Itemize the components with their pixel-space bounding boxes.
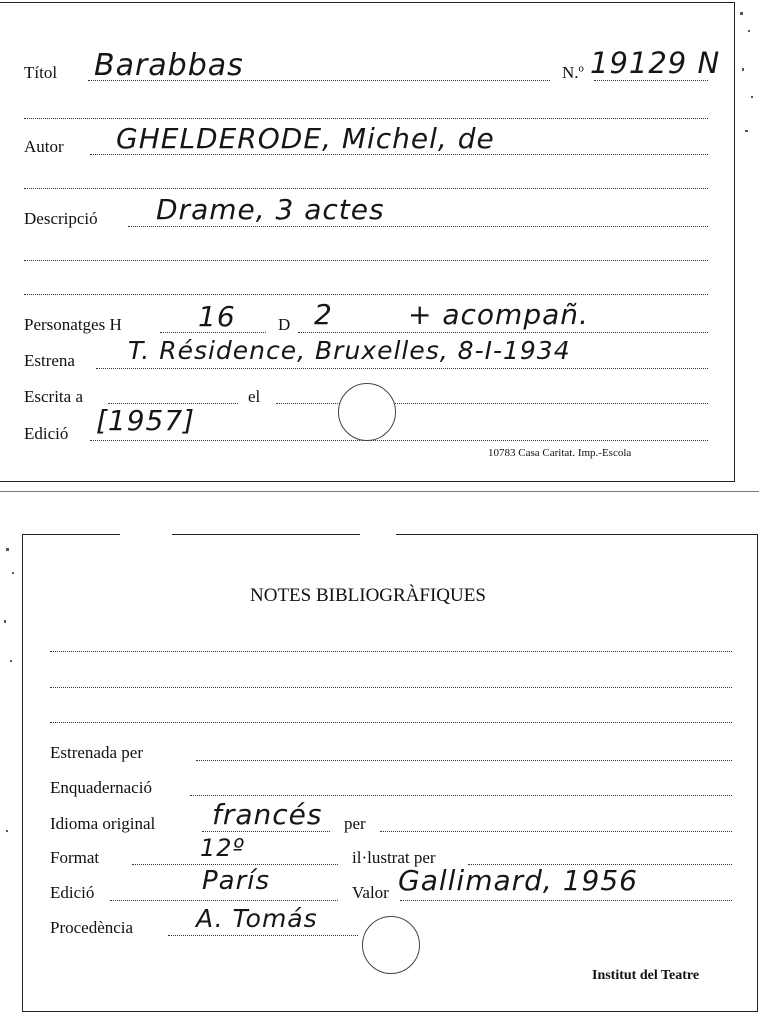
- procedencia-label: Procedència: [50, 918, 134, 937]
- personatges-label: Personatges H: [24, 315, 122, 334]
- scan-speck: [745, 130, 748, 132]
- estrenada-label: Estrenada per: [50, 743, 143, 762]
- personatges-d-label: D: [278, 315, 291, 334]
- numero-value: 19129 N: [590, 46, 721, 80]
- format-value: 12º: [200, 834, 245, 862]
- illustrat-label: il·lustrat per: [352, 848, 436, 867]
- personatges-d-value: 2: [314, 298, 333, 331]
- escrita-label: Escrita a: [24, 387, 83, 406]
- valor-value: Gallimard, 1956: [398, 864, 638, 897]
- titol-label: Títol: [24, 63, 58, 82]
- scan-speck: [742, 68, 744, 71]
- scan-speck: [6, 548, 9, 551]
- card-border-gap: [120, 532, 172, 536]
- scan-speck: [740, 12, 743, 15]
- valor-line: [400, 900, 732, 901]
- personatges-d-line: [298, 332, 708, 333]
- autor-value: GHELDERODE, Michel, de: [116, 122, 495, 155]
- scan-speck: [4, 620, 6, 623]
- card-border-gap: [360, 532, 396, 536]
- cut-line: [0, 491, 759, 492]
- idioma-line: [202, 831, 330, 832]
- edicio2-value: París: [202, 866, 271, 896]
- titol-value: Barabbas: [94, 48, 244, 83]
- format-label: Format: [50, 848, 100, 867]
- el-label: el: [248, 387, 261, 406]
- edicio-label: Edició: [24, 424, 69, 443]
- descripcio-line: [128, 226, 708, 227]
- edicio-line: [90, 440, 708, 441]
- idioma-label: Idioma original: [50, 814, 156, 833]
- scan-speck: [6, 830, 8, 832]
- numero-line: [594, 80, 708, 81]
- scan-speck: [10, 660, 12, 662]
- titol-extra-line: [24, 118, 708, 119]
- descripcio-line-3: [24, 294, 708, 295]
- institut-imprint: Institut del Teatre: [592, 968, 700, 983]
- edicio-value: [1957]: [96, 404, 196, 437]
- descripcio-label: Descripció: [24, 209, 98, 228]
- personatges-h-value: 16: [198, 300, 236, 333]
- descripcio-line-2: [24, 260, 708, 261]
- punch-hole: [362, 916, 420, 974]
- descripcio-value: Drame, 3 actes: [156, 193, 385, 226]
- valor-label: Valor: [352, 883, 389, 902]
- estrenada-line: [196, 760, 732, 761]
- numero-label: N.º: [562, 63, 584, 82]
- enquadernacio-label: Enquadernació: [50, 778, 152, 797]
- autor-label: Autor: [24, 137, 64, 156]
- notes-line-3: [50, 722, 732, 723]
- scan-speck: [748, 30, 750, 32]
- notes-line-1: [50, 651, 732, 652]
- edicio2-label: Edició: [50, 883, 95, 902]
- notes-line-2: [50, 687, 732, 688]
- scan-speck: [12, 572, 14, 574]
- estrena-value: T. Résidence, Bruxelles, 8-I-1934: [128, 336, 571, 365]
- enquadernacio-line: [190, 795, 732, 796]
- personatges-extra: + acompañ.: [408, 298, 589, 331]
- idioma-value: francés: [212, 798, 323, 831]
- printer-imprint: 10783 Casa Caritat. Imp.-Escola: [488, 447, 632, 459]
- edicio2-line: [110, 900, 338, 901]
- procedencia-value: A. Tomás: [196, 904, 318, 933]
- punch-hole: [338, 383, 396, 441]
- procedencia-line: [168, 935, 358, 936]
- estrena-label: Estrena: [24, 351, 75, 370]
- scan-speck: [751, 96, 753, 98]
- format-line: [132, 864, 338, 865]
- per-label: per: [344, 814, 366, 833]
- autor-extra-line: [24, 188, 708, 189]
- notes-heading: NOTES BIBLIOGRÀFIQUES: [250, 585, 486, 606]
- estrena-line: [96, 368, 708, 369]
- per-line: [380, 831, 732, 832]
